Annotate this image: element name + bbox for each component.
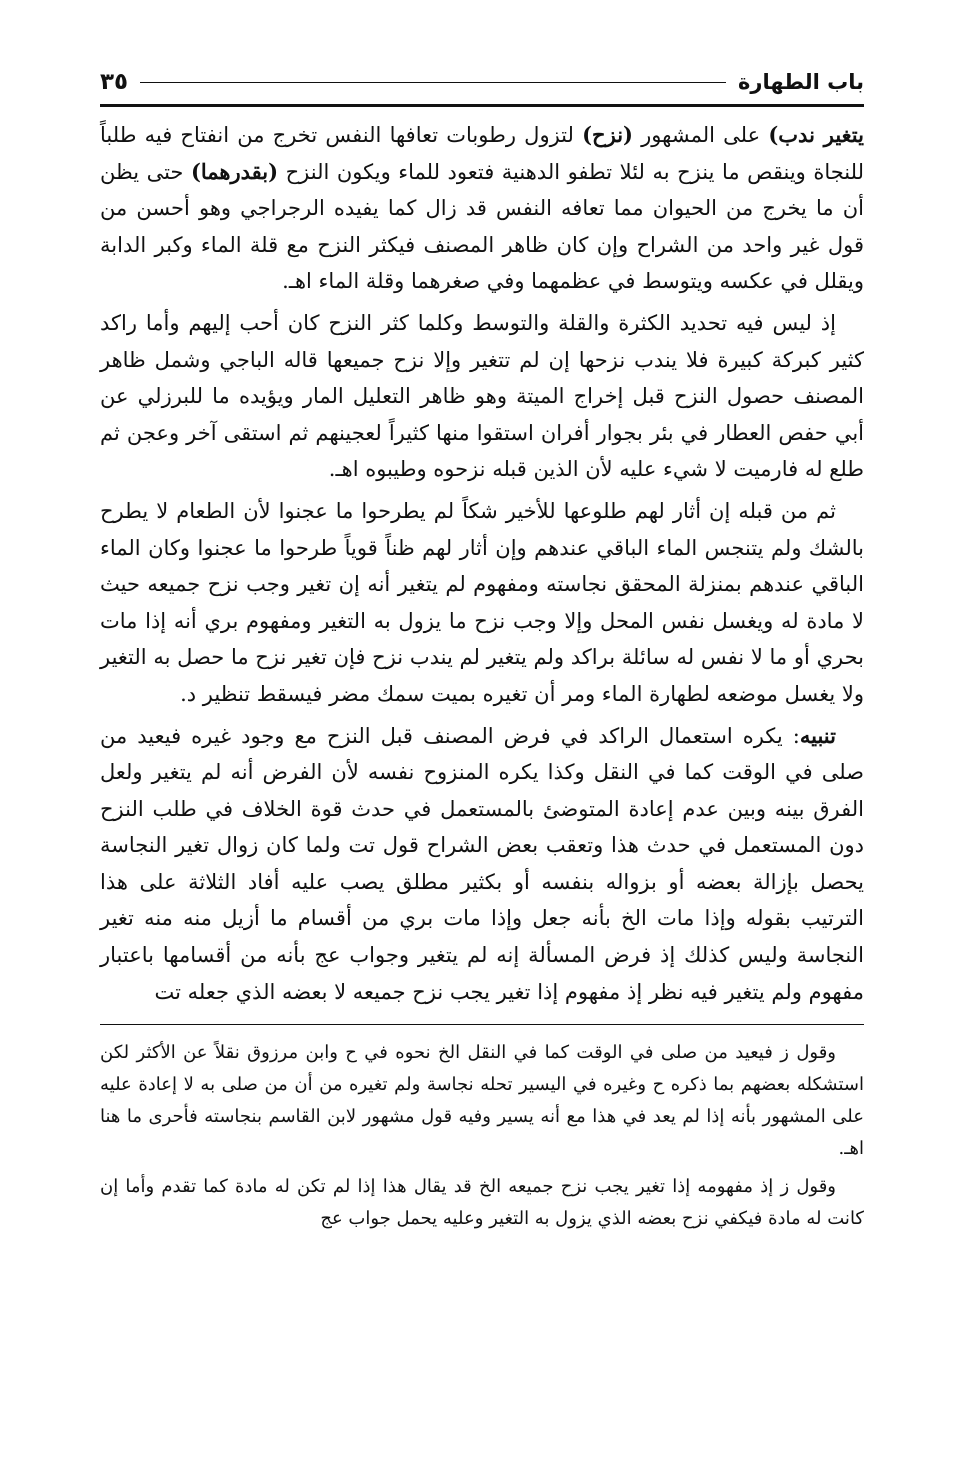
chapter-title: باب الطهارة bbox=[738, 70, 864, 94]
bold-term: يتغير ندب) bbox=[768, 122, 864, 147]
paragraph-text: حتى يظن أن ما يخرج من الحيوان مما تعافه النفس قد زال كما يفيده الرجراجي وهو أحسن من قول غير واحد من الشراح وإن كان ظاهر المصنف فيكثر النزح مع قلة الماء وكبر الدابة ويقلل في عكسه ويتوسط في عظمهما وفي صغرهما وقلة الماء اهـ. bbox=[100, 159, 864, 294]
page-number: ٣٥ bbox=[100, 69, 129, 95]
paragraph-text: : يكره استعمال الراكد في فرض المصنف قبل النزح مع وجود غيره فيعيد من صلى في الوقت كما في النقل وكذا يكره المنزوح نفسه لأن الفرض أنه لم يتغير ولعل الفرق بينه وبين عدم إعادة المتوضئ بالمستعمل في حدث قوة الخلاف في طلب النزح دون المستعمل في حدث هذا وتعقب بعض الشراح قول تت ولما كان زوال تغير النجاسة يحصل بإزالة بعضه أو بزواله بنفسه أو بكثير مطلق يصب عليه أفاد الثلاثة على هذا الترتيب بقوله وإذا مات الخ بأنه جعل وإذا مات بري من أقسام ما أزيل منه منه تغير النجاسة وليس كذلك إذ فرض المسألة إنه لم يتغير وجواب عج بأنه من أقسامها باعتبار مفهوم ولم يتغير فيه نظر إذ مفهوم إذا تغير يجب نزح جميعه لا بعضه الذي جعله تت bbox=[100, 723, 864, 1004]
footnote-text: وقول ز إذ مفهومه إذا تغير يجب نزح جميعه الخ قد يقال هذا إذا لم تكن له مادة كما تقدم وأما إن كانت له مادة فيكفي نزح بعضه الذي يزول به التغير وعليه يحمل جواب عج bbox=[100, 1176, 864, 1230]
footnote-2 bbox=[100, 1171, 864, 1235]
footnote-divider bbox=[100, 1024, 864, 1025]
running-header bbox=[100, 62, 864, 102]
note-label: تنبيه bbox=[799, 722, 836, 748]
bold-term: (بقدرهما) bbox=[190, 158, 279, 184]
footnotes bbox=[100, 1037, 864, 1235]
header-divider bbox=[100, 104, 864, 107]
bold-term: (نزح) bbox=[582, 122, 633, 147]
footnote-1 bbox=[100, 1037, 864, 1165]
main-text bbox=[100, 117, 864, 1010]
paragraph-3 bbox=[100, 493, 864, 713]
paragraph-4-note bbox=[100, 718, 864, 1011]
paragraph-text: على المشهور bbox=[632, 123, 769, 147]
paragraph-2 bbox=[100, 305, 864, 488]
paragraph-1 bbox=[100, 117, 864, 300]
book-page bbox=[100, 62, 864, 1241]
footnote-text: وقول ز فيعيد من صلى في الوقت كما في النقل الخ نحوه في ح وابن مرزوق نقلاً عن الأكثر لكن استشكله بعضهم بما ذكره ح وغيره في اليسير تحله نجاسة ولم تغيره من أن من صلى به لا إعادة عليه على المشهور بأنه إذا لم يعد في هذا مع أنه يسير وفيه قول مشهور لابن القاسم بنجاسته فأحرى ما هنا اهـ. bbox=[100, 1042, 864, 1160]
header-title-rule bbox=[140, 82, 726, 83]
paragraph-text: ثم من قبله إن أثار لهم طلوعها للأخير شكاً لم يطرحوا ما عجنوا لأن الطعام لا يطرح بالشك ولم يتنجس الماء الباقي عندهم وإن أثار لهم ظناً قوياً طرحوا ما عجنوا وكان الماء الباقي عندهم بمنزلة المحقق نجاسته ومفهوم لم يتغير أنه إن تغير وجب نزح جميعه حيث لا مادة له ويغسل نفس المحل وإلا وجب نزح ما يزول به التغير ومفهوم بري أنه إذا مات بحري أو ما لا نفس له سائلة براكد ولم يتغير لم يندب نزح فإن تغير نزح ما حصل به التغير ولا يغسل موضعه لطهارة الماء ومر أن تغيره بميت سمك مضر فيسقط تنظير د. bbox=[100, 498, 864, 706]
paragraph-text: إذ ليس فيه تحديد الكثرة والقلة والتوسط وكلما كثر النزح كان أحب إليهم وأما راكد كثير كبركة كبيرة فلا يندب نزحها إن لم تتغير وإلا نزح جميعها قاله الباجي وشمل ظاهر المصنف حصول النزح قبل إخراج الميتة وهو ظاهر التعليل المار ويؤيده ما للبرزلي عن أبي حفص العطار في بئر بجوار أفران استقوا منها كثيراً لعجينهم ثم استقى آخر وعجن ثم طلع له فارميت لا شيء عليه لأن الذين قبله نزحوه وطيبوه اهـ. bbox=[100, 310, 864, 482]
paragraph-text: لتزول رطوبات تعافها النفس تخرج من انفتاح فيه طلباً للنجاة وينقص ما ينزح به لئلا تطفو الدهنية فتعود للماء ويكون النزح bbox=[100, 123, 864, 184]
